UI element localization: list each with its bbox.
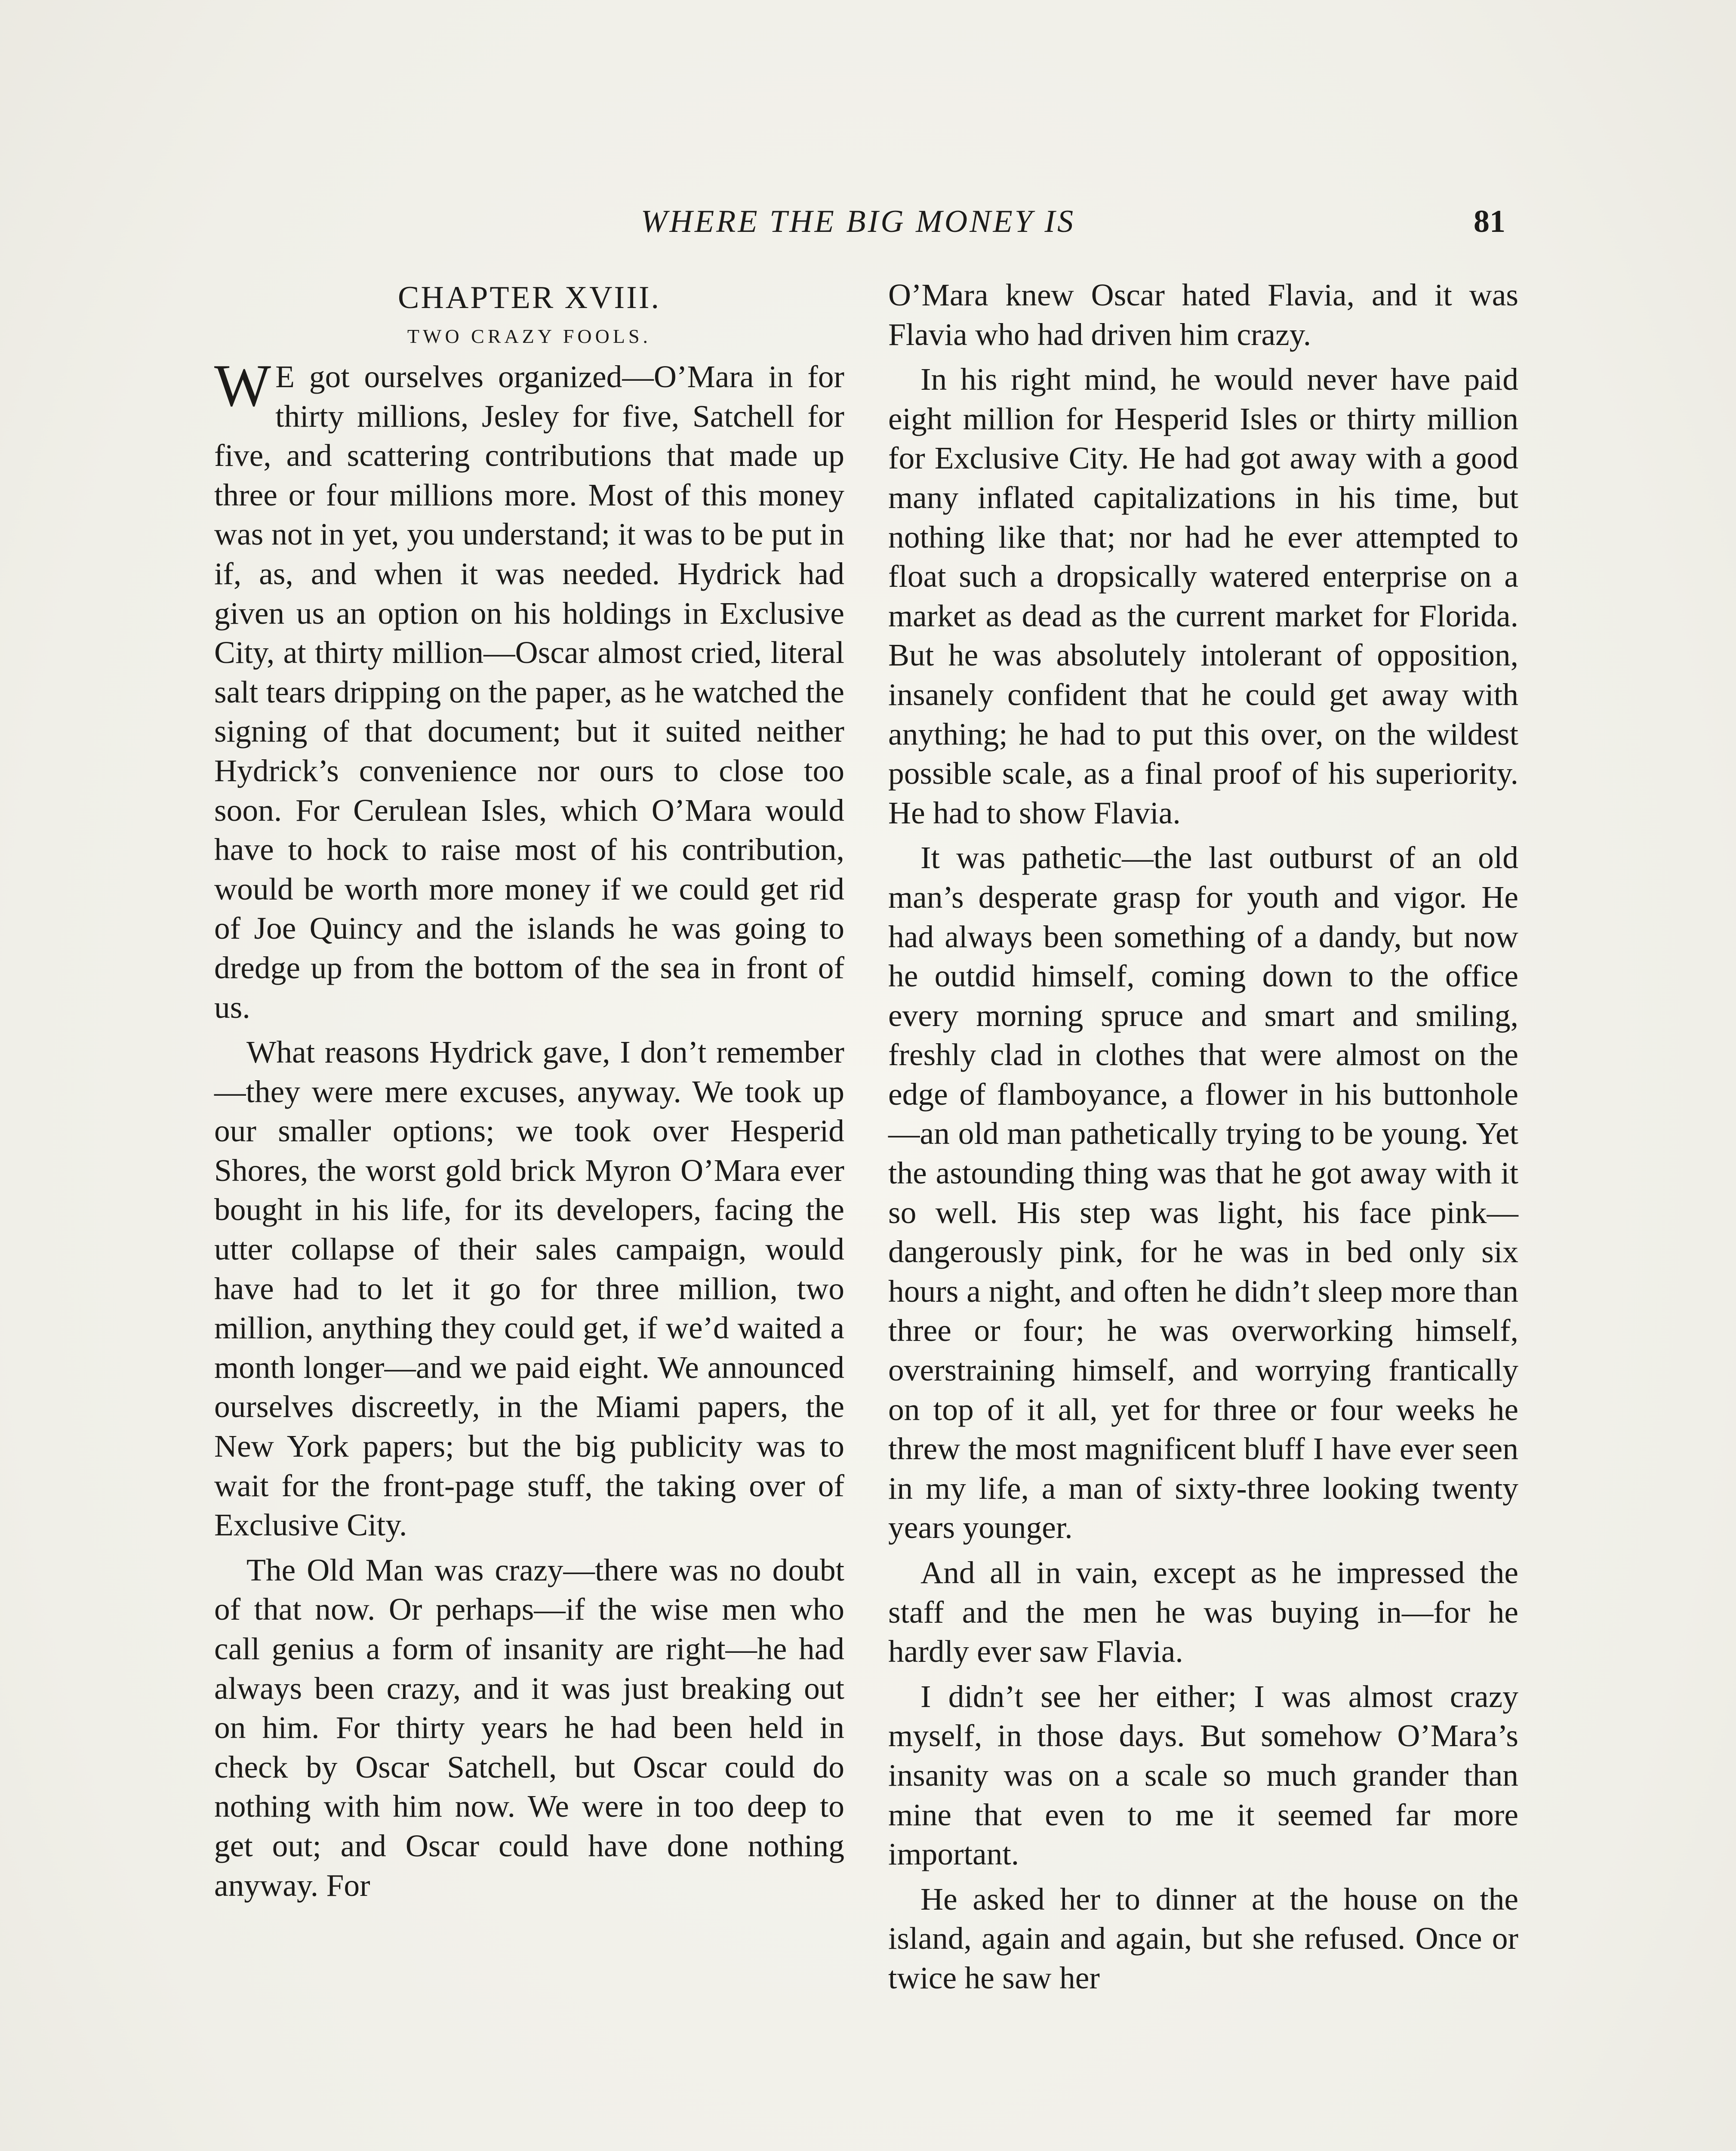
left-column: [214, 275, 844, 1911]
paragraph: O’Mara knew Oscar hated Flavia, and it was Flavia who had driven him crazy.: [888, 277, 1518, 352]
paragraph: In his right mind, he would never have paid eight million for Hesperid Isles or thirty million for Exclusive City. He had got away with a good many inflated capitalizations in his time, but nothing like that; nor had he ever attempted to float such a dropsically watered enterprise on a market as dead as the current market for Florida. But he was absolutely intolerant of opposition, insanely confident that he could get away with anything; he had to put this over, on the wildest possible scale, as a final proof of his superiority. He had to show Flavia.: [888, 362, 1518, 830]
paragraph: What reasons Hydrick gave, I don’t remember—they were mere excuses, anyway. We took up our smaller options; we took over Hesperid Shores, the worst gold brick Myron O’Mara ever bought in his life, for its developers, facing the utter collapse of their sales campaign, would have had to let it go for three million, two million, anything they could get, if we’d waited a month longer—and we paid eight. We announced ourselves discreetly, in the Miami papers, the New York papers; but the big publicity was to wait for the front-page stuff, the taking over of Exclusive City.: [214, 1035, 844, 1543]
running-title: WHERE THE BIG MONEY IS: [640, 204, 1076, 239]
right-column: [888, 275, 1518, 2003]
paragraph: He asked her to dinner at the house on the island, again and again, but she refused. Once or twice he saw her: [888, 1881, 1518, 1995]
chapter-subtitle: TWO CRAZY FOOLS.: [407, 325, 652, 347]
drop-cap: W: [214, 352, 271, 419]
running-head: [211, 196, 1505, 247]
page-number: 81: [1474, 204, 1505, 239]
paragraph: And all in vain, except as he impressed the staff and the men he was buying in—for he hardly ever saw Flavia.: [888, 1555, 1518, 1669]
paragraph-text: E got ourselves organized—O’Mara in for thirty millions, Jesley for five, Satchell for five, and scattering contributions that made up three or four millions more. Most of this money was not in yet, you understand; it was to be put in if, as, and when it was needed. Hydrick had given us an option on his holdings in Exclusive City, at thirty million—Oscar almost cried, literal salt tears dripping on the paper, as he watched the signing of that document; but it suited neither Hydrick’s convenience nor ours to close too soon. For Cerulean Isles, which O’Mara would have to hock to raise most of his contribution, would be worth more money if we could get rid of Joe Quincy and the islands he was going to dredge up from the bottom of the sea in front of us.: [214, 359, 844, 1025]
paragraph: [214, 352, 844, 1027]
paragraph: I didn’t see her either; I was almost crazy myself, in those days. But somehow O’Mara’s insanity was on a scale so much grander than mine that even to me it seemed far more important.: [888, 1679, 1518, 1872]
paragraph: The Old Man was crazy—there was no doubt of that now. Or perhaps—if the wise men who call genius a form of insanity are right—he had always been crazy, and it was just breaking out on him. For thirty years he had been held in check by Oscar Satchell, but Oscar could do nothing with him now. We were in too deep to get out; and Oscar could have done nothing anyway. For: [214, 1552, 844, 1903]
paragraph: It was pathetic—the last outburst of an old man’s desperate grasp for youth and vigor. He had always been something of a dandy, but now he outdid himself, coming down to the office every morning spruce and smart and smiling, freshly clad in clothes that were almost on the edge of flamboyance, a flower in his buttonhole—an old man pathetically trying to be young. Yet the astounding thing was that he got away with it so well. His step was light, his face pink—dangerously pink, for he was in bed only six hours a night, and often he didn’t sleep more than three or four; he was overworking himself, overstraining himself, and worrying frantically on top of it all, yet for three or four weeks he threw the most magnificent bluff I have ever seen in my life, a man of sixty-three looking twenty years younger.: [888, 840, 1518, 1545]
chapter-title: CHAPTER XVIII.: [398, 280, 661, 315]
